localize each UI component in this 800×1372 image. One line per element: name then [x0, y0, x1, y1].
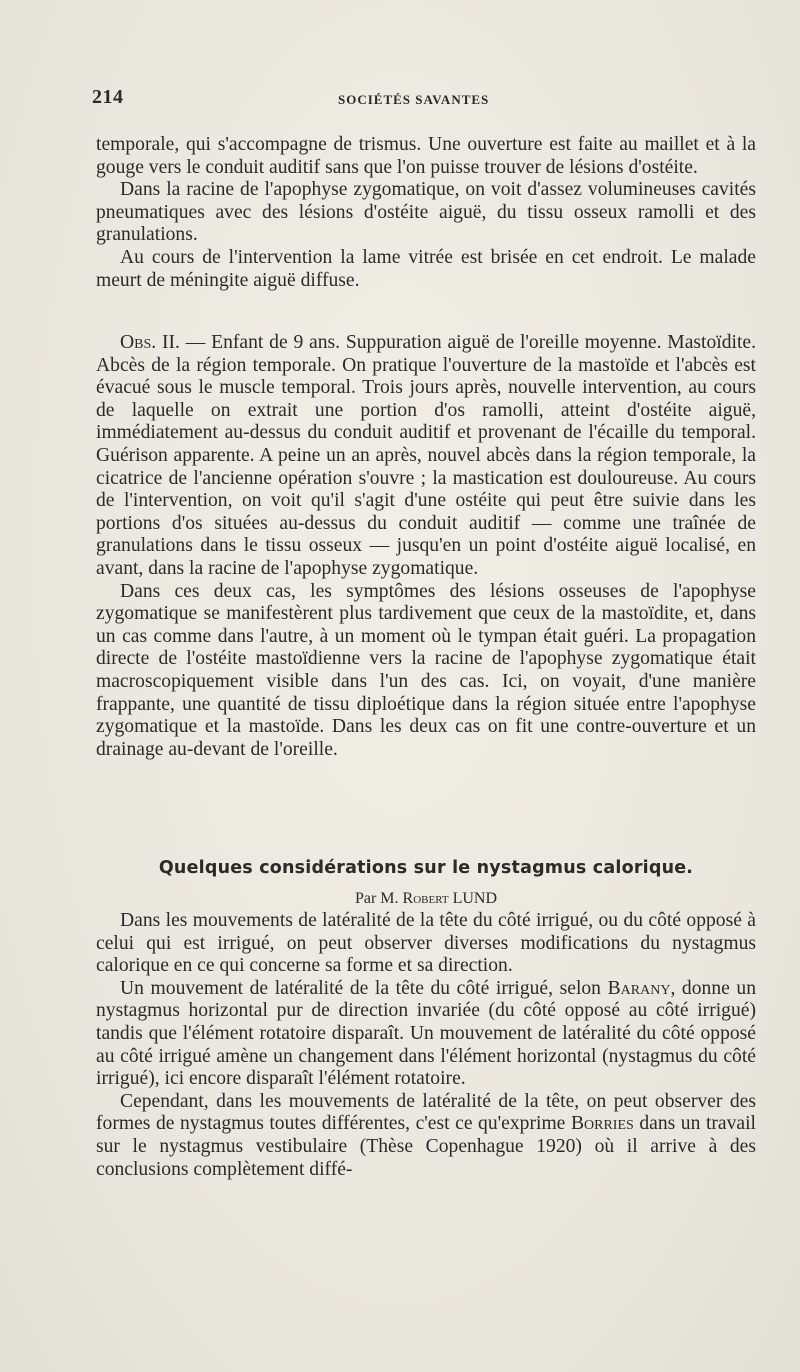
paragraph: Au cours de l'intervention la lame vitrée est brisée en cet endroit. Le malade meurt de méningite aiguë diffuse.: [96, 246, 756, 291]
conclusion-paragraph: Dans ces deux cas, les symptômes des lésions osseuses de l'apophyse zygomatique se manifestèrent plus tardivement que ceux de la mastoïdite, et, dans un cas comme dans l'autre, à un moment où le tympan était guéri. La propagation directe de l'ostéite mastoïdienne vers la racine de l'apophyse zygomatique était macroscopiquement visible dans l'un des cas. Ici, on voyait, d'une manière frappante, une quantité de tissu diploétique dans la région située entre l'apophyse zygomatique et la mastoïde. Dans les deux cas on fit une contre-ouverture et un drainage au-devant de l'oreille.: [96, 580, 756, 760]
observation-paragraph: [96, 332, 756, 581]
author-last-name: LUND: [448, 890, 498, 907]
paragraph-text: dans un travail sur le nystagmus vestibulaire (Thèse Copenhague 1920) où il arrive à des conclusions complètement diffé-: [96, 1113, 756, 1180]
running-head: SOCIÉTÉS SAVANTES: [338, 92, 490, 107]
author-first-name: Robert: [402, 890, 449, 907]
observation-text: Enfant de 9 ans. Suppuration aiguë de l'oreille moyenne. Mastoïdite. Abcès de la région temporale. On pratique l'ouverture de la mastoïde et l'abcès est évacué sous le muscle temporal. Trois jours après, nouvelle intervention, au cours de laquelle on extrait une portion d'os ramolli, atteint d'ostéite aiguë, immédiatement au-dessus du conduit auditif et provenant de l'écaille du temporal. Guérison apparente. A peine un an après, nouvel abcès dans la région temporale, la cicatrice de l'ancienne opération s'ouvre ; la mastication est douloureuse. Au cours de l'intervention, on voit qu'il s'agit d'une ostéite qui peut être suivie dans les portions d'os situées au-dessus du conduit auditif — comme une traînée de granulations dans le tissu osseux — jusqu'en un point d'ostéite aiguë localisé, en avant, dans la racine de l'apophyse zygomatique.: [96, 332, 757, 579]
section-observation-2: [96, 332, 756, 761]
section-observation-1-end: [96, 134, 756, 292]
page-number: 214: [92, 86, 124, 108]
page-header: [92, 86, 712, 116]
paragraph: Dans les mouvements de latéralité de la tête du côté irrigué, ou du côté opposé à celui qui est irrigué, on peut observer diverses modifications du nystagmus calorique en ce qui concerne sa forme et sa direction.: [96, 910, 756, 977]
paragraph: [96, 1091, 756, 1181]
byline-prefix: Par M.: [354, 890, 403, 907]
paragraph-text: Un mouvement de latéralité de la tête du côté irrigué, selon: [120, 977, 608, 999]
paragraph: temporale, qui s'accompagne de trismus. Une ouverture est faite au maillet et à la gouge vers le conduit auditif sans que l'on puisse trouver de lésions d'ostéite.: [96, 134, 756, 178]
paragraph-text: Cependant, dans les mouvements de latéralité de la tête, on peut observer des formes de nystagmus toutes différentes, c'est ce qu'exprime: [96, 1090, 756, 1135]
paragraph-text: , donne un nystagmus horizontal pur de direction invariée (du côté opposé au côté irrigué) tandis que l'élément rotatoire disparaît. Un mouvement de latéralité du côté opposé au côté irrigué amène un changement dans l'élément horizontal (nystagmus du côté irrigué), ici encore disparaît l'élément rotatoire.: [96, 977, 756, 1090]
cited-author-barany: Barany: [607, 977, 671, 999]
article-byline: [96, 890, 756, 908]
paragraph: [96, 978, 756, 1091]
observation-dash: —: [179, 332, 212, 353]
observation-label: Obs. II.: [120, 332, 180, 353]
article-title: Quelques considérations sur le nystagmus calorique.: [158, 858, 694, 878]
section-article-body: [96, 910, 756, 1181]
paragraph: Dans la racine de l'apophyse zygomatique, on voit d'assez volumineuses cavités pneumatiques avec des lésions d'ostéite aiguë, du tissu osseux ramolli et des granulations.: [96, 179, 756, 246]
cited-author-borries: Borries: [570, 1113, 634, 1135]
